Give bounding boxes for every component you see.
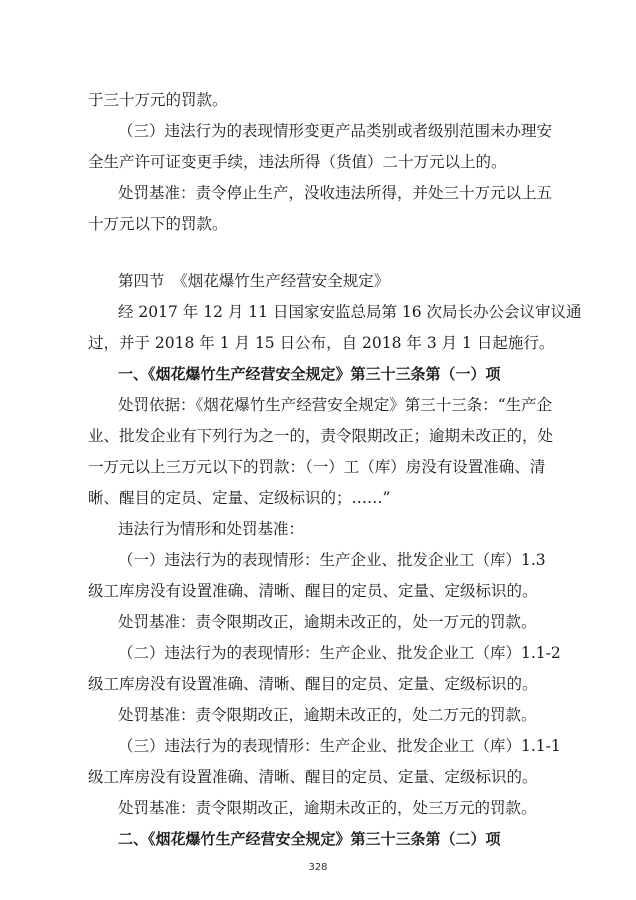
- paragraph-line: 处罚基准：责令限期改正，逾期未改正的，处一万元的罚款。: [118, 613, 537, 631]
- paragraph-line: 于三十万元的罚款。: [88, 91, 228, 109]
- paragraph-line: 处罚依据：《烟花爆竹生产经营安全规定》第三十三条：“生产企: [118, 396, 553, 414]
- paragraph-line: 违法行为情形和处罚基准：: [118, 520, 305, 538]
- paragraph-line: 处罚基准：责令限期改正，逾期未改正的，处二万元的罚款。: [118, 706, 537, 724]
- article-heading: 一、《烟花爆竹生产经营安全规定》第三十三条第（一）项: [118, 365, 501, 383]
- paragraph-line: 级工库房没有设置准确、清晰、醒目的定员、定量、定级标识的。: [88, 768, 538, 786]
- section-heading: 第四节 《烟花爆竹生产经营安全规定》: [118, 272, 390, 290]
- paragraph-line: （三）违法行为的表现情形变更产品类别或者级别范围未办理安: [118, 122, 553, 140]
- paragraph-line: 全生产许可证变更手续，违法所得（货值）二十万元以上的。: [88, 153, 507, 171]
- paragraph-line: 过，并于 2018 年 1 月 15 日公布，自 2018 年 3 月 1 日起施行。: [88, 334, 555, 352]
- paragraph-line: 晰、醒目的定员、定量、定级标识的；……”: [88, 489, 391, 507]
- paragraph-line: 处罚基准：责令停止生产，没收违法所得，并处三十万元以上五: [118, 184, 553, 202]
- paragraph-line: （一）违法行为的表现情形：生产企业、批发企业工（库）1.3: [118, 551, 546, 569]
- paragraph-line: 业、批发企业有下列行为之一的，责令限期改正；逾期未改正的，处: [88, 427, 554, 445]
- paragraph-line: （二）违法行为的表现情形：生产企业、批发企业工（库）1.1-2: [118, 644, 561, 662]
- article-heading: 二、《烟花爆竹生产经营安全规定》第三十三条第（二）项: [118, 830, 501, 848]
- paragraph-line: （三）违法行为的表现情形：生产企业、批发企业工（库）1.1-1: [118, 737, 561, 755]
- paragraph-line: 一万元以上三万元以下的罚款：（一）工（库）房没有设置准确、清: [88, 458, 546, 476]
- paragraph-line: 级工库房没有设置准确、清晰、醒目的定员、定量、定级标识的。: [88, 582, 538, 600]
- paragraph-line: 经 2017 年 12 月 11 日国家安监总局第 16 次局长办公会议审议通: [118, 303, 582, 321]
- paragraph-line: 级工库房没有设置准确、清晰、醒目的定员、定量、定级标识的。: [88, 675, 538, 693]
- page-number: 328: [308, 862, 328, 873]
- paragraph-line: 处罚基准：责令限期改正，逾期未改正的，处三万元的罚款。: [118, 799, 537, 817]
- paragraph-line: 十万元以下的罚款。: [88, 215, 228, 233]
